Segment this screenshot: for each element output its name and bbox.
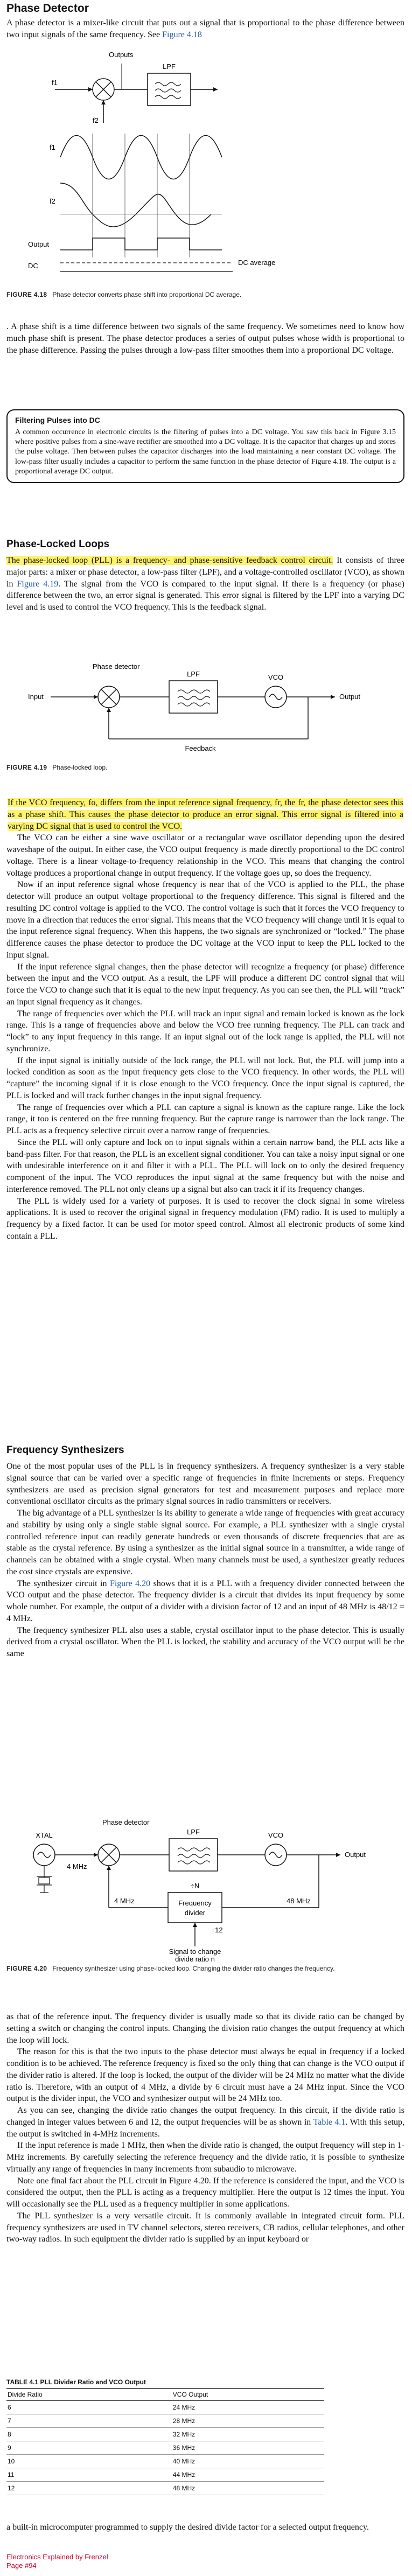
- paragraph: The range of frequencies over which a PLL can capture a signal is known as the capture range. Like the lock range, it too is centered on the free running frequency. But the capture range is narrower than the lock range. The PLL acts as a frequency selective circuit over a narrow range of frequencies.: [6, 1102, 404, 1135]
- paragraph: The VCO can be either a sine wave oscillator or a rectangular wave oscillator depending upon the desired waveshape of the output. In either case, the VCO output frequency is made directly proportional to the DC control voltage. There is a linear voltage-to-frequency relationship in the VCO. This means that changing the control voltage produces a proportional change in output frequency. If the voltage goes up, so does the frequency.: [6, 833, 404, 878]
- caption-text: Phase detector converts phase shift into proportional DC average.: [52, 291, 242, 298]
- paragraph: . A phase shift is a time difference between two signals of the same frequency. We sometimes need to know how much phase shift is present. The phase detector produces a series of output pulses whose width is proportional to the phase difference. Passing the pulses through a low-pass filter smoothes them into a proportional DC voltage.: [6, 322, 404, 355]
- table-link[interactable]: Table 4.1: [313, 2117, 346, 2127]
- paragraph: The range of frequencies over which the PLL will track an input signal and remain locked is known as the lock range. This is a range of frequencies above and below the VCO free running frequency. The PLL can track and “lock” to any input frequency in this range. If an input signal out of the lock range is applied, the PLL will not synchronize.: [6, 1009, 404, 1053]
- cell-vco-output: 40 MHz: [172, 2455, 324, 2468]
- text-run: shows that it is a PLL with a frequency divider connected between the VCO output and the phase detector. The frequency divider is a circuit that divides its input frequency by some whole number. For example, the output of a divider with a division factor of 12 and an input of 48 MHz is 48/12 = 4 MHz.: [6, 1579, 404, 1623]
- figure-caption: [6, 764, 107, 772]
- section-pll-body: [6, 797, 404, 1242]
- cell-divide-ratio: 6: [6, 2401, 172, 2414]
- divider-label-2: divider: [184, 1909, 206, 1917]
- section-phase-detector-cont: [6, 321, 404, 356]
- paragraph: The PLL synthesizer is a very versatile circuit. It is commonly available in integrated circuit form. PLL frequency synthesizers are used in TV channel selectors, stereo receivers, CB radios, cellular telephones, and other two-way radios. In such equipment the divider ratio is supplied by an input keyboard or: [6, 2211, 404, 2244]
- table-body: [6, 2401, 324, 2495]
- phase-detector-diagram: [6, 42, 405, 306]
- vco-freq-label: 48 MHz: [287, 1897, 311, 1905]
- caption-text: Phase-locked loop.: [52, 764, 108, 771]
- table-row: [6, 2455, 324, 2468]
- phase-detector-label: Phase detector: [102, 1818, 150, 1826]
- paragraph: a built-in microcomputer programmed to supply the desired divide factor for a selected output frequency.: [6, 2523, 369, 2532]
- section-pll: [6, 539, 404, 613]
- text-run: . With this setup, the output is switched in 4-MHz increments.: [6, 2117, 405, 2139]
- paragraph: as that of the reference input. The frequency divider is usually made so that its divide ratio can be changed by setting a switch or changing the control inputs. Changing the division ratio changes the output frequency at which the loop will lock.: [6, 2012, 404, 2045]
- paragraph: The reason for this is that the two inputs to the phase detector must always be equal in frequency if a locked condition is to be achieved. The reference frequency is fixed so the only thing that can change is the VCO output if the divider ratio is altered. If the loop is locked, the output of the divider will be 24 MHz no matter what the divide ratio is. Therefore, with an output of 4 MHz, a divide by 6 circuit must have a 24 MHz input. Since the VCO output is the divider input, the VCO and synthesizer output will be 24 MHz too.: [6, 2047, 404, 2104]
- frequency-divider-box: [168, 1893, 222, 1923]
- paragraph: The frequency synthesizer PLL also uses a stable, crystal oscillator input to the phase detector. This is usually derived from a crystal oscillator. When the PLL is locked, the stability and accuracy of the VCO output will be the same: [6, 1625, 404, 1658]
- paragraph: If the input signal is initially outside of the lock range, the PLL will not lock. But, the PLL will jump into a locked condition as soon as the input frequency gets close to the VCO frequency. In other words, the PLL will “capture” the incoming signal if it is close enough to the VCO frequency. Once the input signal is captured, the PLL is locked and will track further changes in the input signal frequency.: [6, 1056, 404, 1100]
- caption-number: FIGURE 4.20: [6, 1965, 47, 1972]
- mid-freq-label: 4 MHz: [114, 1897, 135, 1905]
- table-title: TABLE 4.1 PLL Divider Ratio and VCO Output: [6, 2378, 146, 2386]
- lpf-label: LPF: [163, 62, 176, 71]
- output-label: Output: [339, 693, 361, 701]
- f2-label: f2: [93, 116, 99, 124]
- page-footer: [6, 2553, 108, 2571]
- f1-label: f1: [52, 79, 58, 87]
- dc-average-label: DC average: [238, 259, 276, 267]
- text-run: It consists of three major parts: a mixer or phase detector, a low-pass filter (LPF), and a voltage-controlled oscillator (VCO), as shown in: [6, 556, 404, 589]
- table-row: [6, 2428, 324, 2441]
- caption-number: FIGURE 4.19: [6, 764, 47, 771]
- signal-label-1: Signal to change: [169, 1947, 221, 1956]
- figure-caption: [6, 291, 241, 299]
- footer-page-number: Page #94: [6, 2561, 37, 2570]
- figure-4-20: [6, 1817, 405, 1989]
- xtal-label: XTAL: [36, 1831, 53, 1839]
- waveform-f1-label: f1: [50, 143, 55, 151]
- text-run: As you can see, changing the divide ratio changes the output frequency. In this circuit, if the divide ratio is changed in integer values between 6 and 12, the output frequencies will be as shown in: [6, 2106, 404, 2127]
- column-header-ratio: Divide Ratio: [6, 2389, 172, 2401]
- cell-vco-output: 48 MHz: [172, 2482, 324, 2495]
- figure-4-19: [6, 653, 405, 782]
- waveform-f1: [60, 136, 222, 179]
- lpf-box: [169, 1839, 218, 1871]
- figure-link[interactable]: Figure 4.20: [109, 1579, 151, 1588]
- cell-divide-ratio: 7: [6, 2414, 172, 2428]
- table-row: [6, 2414, 324, 2428]
- text-run: . The signal from the VCO is compared to the input signal. If there is a frequency (or phase) difference between the two, an error signal is generated. This error signal is filtered by the LPF into a varying DC level and is used to control the VCO frequency. This is the feedback signal.: [6, 579, 405, 612]
- table-row: [6, 2401, 324, 2414]
- cell-vco-output: 32 MHz: [172, 2428, 324, 2441]
- in-freq-label: 4 MHz: [67, 1862, 87, 1870]
- paragraph: [6, 555, 404, 613]
- figure-4-18: [6, 42, 405, 306]
- lpf-label: LPF: [187, 1828, 200, 1836]
- caption-number: FIGURE 4.18: [6, 291, 47, 298]
- table-row: [6, 2441, 324, 2455]
- cell-vco-output: 44 MHz: [172, 2468, 324, 2482]
- section-title-phase-detector: Phase Detector: [6, 2, 89, 15]
- cell-divide-ratio: 12: [6, 2482, 172, 2495]
- pll-block-diagram: [6, 653, 405, 760]
- output-pulses: [60, 238, 222, 250]
- section-phase-detector: [6, 2, 404, 41]
- cell-divide-ratio: 8: [6, 2428, 172, 2441]
- cell-divide-ratio: 11: [6, 2468, 172, 2482]
- output-label: Output: [345, 1851, 366, 1859]
- input-label: Input: [28, 693, 44, 701]
- crystal-icon: [39, 1877, 50, 1884]
- cell-vco-output: 28 MHz: [172, 2414, 324, 2428]
- phase-label: Phase detector: [93, 662, 140, 671]
- figure-link[interactable]: Figure 4.19: [17, 579, 59, 589]
- outputs-label: Outputs: [109, 51, 134, 59]
- divide-n-label: ÷N: [190, 1882, 200, 1890]
- note-title: Filtering Pulses into DC: [15, 416, 100, 424]
- column-header-output: VCO Output: [172, 2389, 324, 2401]
- paragraph: [6, 797, 404, 832]
- paragraph: [6, 2105, 404, 2140]
- text-run: The synthesizer circuit in: [17, 1579, 110, 1588]
- figure-link[interactable]: Figure 4.18: [162, 30, 202, 39]
- cell-vco-output: 24 MHz: [172, 2401, 324, 2414]
- vco-label: VCO: [268, 1831, 284, 1839]
- paragraph: Note one final fact about the PLL circuit in Figure 4.20. If the reference is considered the input, and the VCO is considered the output, then the PLL is acting as a frequency multiplier. Here the output is 12 times the input. You will occasionally see the PLL used as a frequency multiplier in some applications.: [6, 2176, 404, 2209]
- lpf-label: LPF: [187, 670, 200, 678]
- output-waveform-label: Output: [28, 240, 50, 248]
- paragraph: Now if an input reference signal whose frequency is near that of the VCO is applied to the PLL, the phase detector will produce an output voltage proportional to the frequency difference. This signal is filtered and the resulting DC control voltage is applied to the VCO. The control voltage is such that it forces the VCO frequency to move in a direction that reduces the error signal. This means that the VCO frequency will change until it is equal to the input reference signal frequency. When this happens, the two signals are synchronized or “locked.” The phase difference causes the phase detector to produce the DC voltage at the VCO input to keep the PLL locked to the input signal.: [6, 880, 404, 960]
- section-title-synthesizers: Frequency Synthesizers: [6, 1444, 124, 1456]
- cell-divide-ratio: 10: [6, 2455, 172, 2468]
- footer-book-title: Electronics Explained by Frenzel: [6, 2553, 108, 2561]
- dc-label: DC: [28, 262, 38, 270]
- section-synthesizers: [6, 1444, 404, 1660]
- table-row: [6, 2468, 324, 2482]
- highlighted-text: The phase-locked loop (PLL) is a frequency- and phase-sensitive feedback control circuit.: [6, 556, 333, 565]
- paragraph: Since the PLL will only capture and lock on to input signals within a certain narrow band, the PLL acts like a band-pass filter. For that reason, the PLL is an excellent signal conditioner. You can take a noisy input signal or one with undesirable interference on it and filter it with a PLL. The PLL will lock on to only the desired frequency component of the input. The VCO reproduces the input signal at the same frequency but with the noise and interference removed. The PLL not only cleans up a signal but also can track it if its frequency changes.: [6, 1137, 404, 1194]
- figure-caption: [6, 1965, 403, 1973]
- note-text: A common occurrence in electronic circuits is the filtering of pulses into a DC voltage. You saw this back in Figure 3.15 where positive pulses from a sine-wave rectifier are smoothed into a DC voltage. It is the capacitor that charges up and stores the pulse voltage. Then between pulses the capacitor discharges into the load maintaining a near constant DC voltage. The low-pass filter usually includes a capacitor to perform the same function in the phase detector of Figure 4.18. The output is a proportional average DC output.: [15, 428, 396, 476]
- waveform-f2-label: f2: [50, 197, 55, 205]
- paragraph: [6, 17, 404, 41]
- synthesizer-diagram: [6, 1817, 405, 1963]
- divide-12-label: ÷12: [211, 1926, 223, 1934]
- table-row: [6, 2482, 324, 2495]
- paragraph: The PLL is widely used for a variety of purposes. It is used to recover the clock signal in some wireless applications. It is used to recover the original signal in frequency modulation (FM) radio. It is used to multiply a frequency by a fixed factor. It can be used for motor speed control. Almost all electronic products of some kind contain a PLL.: [6, 1196, 404, 1241]
- section-synthesizers-cont: [6, 2011, 404, 2245]
- closing-text: [6, 2522, 404, 2533]
- text-run: A phase detector is a mixer-like circuit that puts out a signal that is proportional to the phase difference between two input signals of the same frequency. See: [6, 18, 404, 39]
- paragraph: [6, 1578, 404, 1625]
- cell-vco-output: 36 MHz: [172, 2441, 324, 2455]
- divider-label-1: Frequency: [178, 1899, 212, 1907]
- paragraph: The big advantage of a PLL synthesizer is its ability to generate a wide range of frequencies with great accuracy and stability by using only a single stable signal source. For example, a PLL synthesizer with a single crystal controlled reference input can readily generate hundreds or even thousands of discrete frequencies that are as stable as the crystal reference. By using a synthesizer as the initial signal source in a transmitter, a wide range of channels can be obtained with a single crystal. When many channels must be used, a synthesizer greatly reduces the cost since crystals are expensive.: [6, 1509, 404, 1576]
- lpf-box: [169, 681, 218, 713]
- caption-text: Frequency synthesizer using phase-locked loop. Changing the divider ratio changes the frequency.: [52, 1965, 335, 1972]
- waveform-f2: [60, 183, 211, 227]
- note-box: [6, 409, 404, 483]
- table-4-1: [6, 2378, 324, 2495]
- highlighted-text: If the VCO frequency, fo, differs from the input reference signal frequency, fr, the fr, the phase detector sees this as a phase shift. This causes the phase detector to produce an error signal. This error signal is filtered into a varying DC signal that is used to control the VCO.: [8, 798, 403, 831]
- paragraph: If the input reference signal changes, then the phase detector will recognize a frequency (or phase) difference between the input and the VCO output. As a result, the LPF will produce a different DC control signal that will force the VCO to change such that it is equal to the new input frequency. As you can see then, the PLL will “track” an input signal frequency as it changes.: [6, 962, 404, 1007]
- paragraph: If the input reference is made 1 MHz, then when the divide ratio is changed, the output frequency will step in 1-MHz increments. By carefully selecting the reference frequency and the divide ratio, it is possible to synthesize virtually any range of frequencies in many increments from subaudio to microwave.: [6, 2141, 404, 2174]
- section-title-pll: Phase-Locked Loops: [6, 539, 110, 550]
- paragraph: One of the most popular uses of the PLL is in frequency synthesizers. A frequency synthesizer is a very stable signal source that can be varied over a specific range of frequencies in finite increments or steps. Frequency synthesizers are used as precision signal generators for test and measurement purposes and replace more conventional oscillator circuits as the primary signal sources in radio transmitters or receivers.: [6, 1462, 404, 1506]
- table-header-row: [6, 2389, 324, 2401]
- feedback-label: Feedback: [185, 744, 216, 752]
- vco-label: VCO: [268, 673, 284, 681]
- cell-divide-ratio: 9: [6, 2441, 172, 2455]
- signal-label-2: divide ratio n: [175, 1955, 215, 1963]
- divider-table: [6, 2388, 324, 2495]
